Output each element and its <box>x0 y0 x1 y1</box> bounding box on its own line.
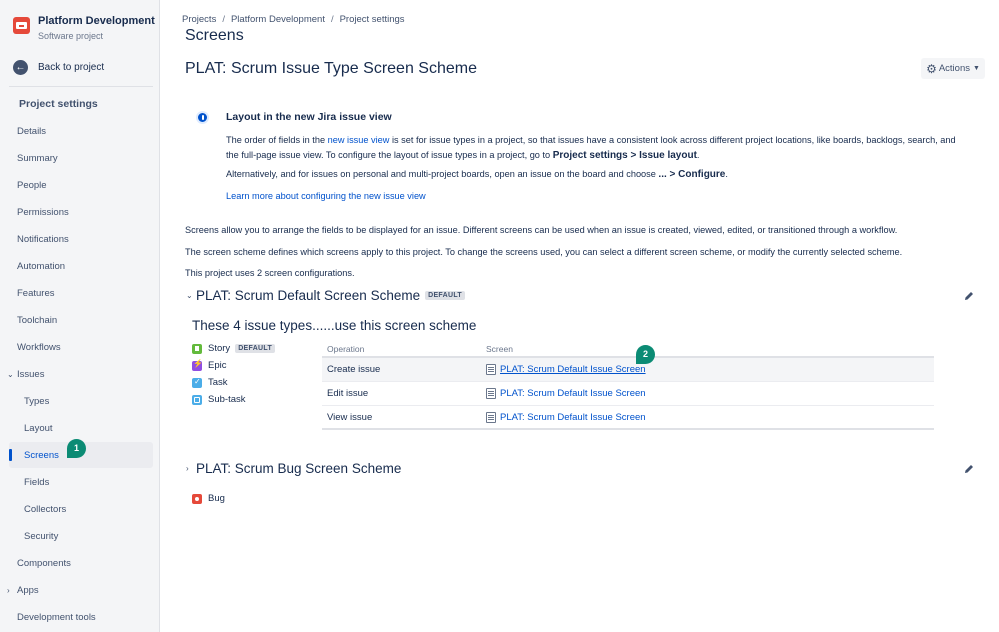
breadcrumb-project[interactable]: Platform Development <box>230 14 325 25</box>
gear-icon: ⚙ <box>926 61 937 76</box>
sidebar-section-title: Project settings <box>19 98 98 110</box>
info-bold-path: Project settings > Issue layout <box>552 150 697 161</box>
sidebar-item-workflows[interactable] <box>9 334 153 360</box>
actions-label: Actions <box>938 63 970 74</box>
chevron-right-icon: › <box>7 585 10 595</box>
screen-icon <box>486 412 496 423</box>
sidebar-item-label: Collectors <box>24 503 67 515</box>
back-label: Back to project <box>38 62 105 73</box>
sidebar-item-types[interactable] <box>9 388 153 414</box>
sidebar-item-label: Development tools <box>17 611 96 623</box>
screen-link[interactable]: PLAT: Scrum Default Issue Screen <box>500 388 646 399</box>
sidebar-divider <box>9 86 153 87</box>
issue-type-label: Story <box>208 343 231 354</box>
sidebar-item-label: Layout <box>24 422 53 434</box>
scheme-section-bug <box>186 461 401 476</box>
info-icon <box>196 111 209 124</box>
arrow-left-icon: ← <box>13 60 28 75</box>
sidebar-item-label: Types <box>24 395 50 407</box>
sidebar-item-label: Components <box>17 557 71 569</box>
page-title: Screens <box>185 27 244 44</box>
default-lozenge: DEFAULT <box>235 344 275 353</box>
breadcrumb-separator: / <box>330 14 334 25</box>
callout-marker-2: 2 <box>636 345 655 364</box>
project-name: Platform Development <box>38 15 155 27</box>
info-text: The order of fields in the <box>226 135 328 145</box>
issue-type-label: Sub-task <box>208 394 246 405</box>
operation-cell: Create issue <box>327 364 381 375</box>
story-icon <box>192 344 202 354</box>
sidebar-item-label: Workflows <box>17 341 61 353</box>
scheme-title: PLAT: Scrum Issue Type Screen Scheme <box>185 60 477 77</box>
sidebar-item-layout[interactable] <box>9 415 153 441</box>
breadcrumb <box>182 14 405 25</box>
sidebar-item-label: Features <box>17 287 55 299</box>
screen-link[interactable]: PLAT: Scrum Default Issue Screen <box>500 411 646 423</box>
scheme-name: PLAT: Scrum Default Screen Scheme <box>196 288 421 303</box>
issue-types-heading: These 4 issue types......use this screen scheme <box>192 318 477 333</box>
sidebar-item-summary[interactable] <box>9 145 153 171</box>
sidebar-item-issues[interactable] <box>9 361 153 387</box>
sidebar-item-features[interactable] <box>9 280 153 306</box>
screen-scheme-table <box>322 341 934 430</box>
issue-type-epic <box>192 360 226 371</box>
subtask-icon <box>192 395 202 405</box>
project-type: Software project <box>38 31 104 41</box>
info-paragraph-1 <box>226 133 961 163</box>
project-header[interactable] <box>13 14 155 43</box>
issue-type-label: Task <box>208 377 228 388</box>
body-paragraph-3: This project uses 2 screen configurations. <box>185 268 355 278</box>
sidebar-item-label: Toolchain <box>17 314 58 326</box>
info-paragraph-2 <box>226 167 961 182</box>
sidebar-item-fields[interactable] <box>9 469 153 495</box>
screen-icon <box>486 364 496 375</box>
info-heading: Layout in the new Jira issue view <box>226 111 392 123</box>
sidebar-item-label: Details <box>17 125 47 137</box>
screen-link[interactable]: PLAT: Scrum Default Issue Screen <box>500 364 646 375</box>
breadcrumb-separator: / <box>222 14 225 25</box>
sidebar-item-label: People <box>17 179 47 191</box>
screen-icon <box>486 388 496 399</box>
sidebar-item-permissions[interactable] <box>9 199 153 225</box>
sidebar-item-people[interactable] <box>9 172 153 198</box>
chevron-down-icon[interactable]: ⌄ <box>186 291 193 300</box>
pencil-icon[interactable] <box>963 463 975 475</box>
sidebar-item-label: Automation <box>17 260 66 272</box>
sidebar <box>0 0 160 632</box>
pencil-icon[interactable] <box>963 290 975 302</box>
actions-button[interactable] <box>921 58 985 79</box>
sidebar-item-automation[interactable] <box>9 253 153 279</box>
sidebar-item-label: Issues <box>17 368 45 380</box>
default-lozenge: DEFAULT <box>425 291 465 300</box>
learn-more-link-row <box>226 189 961 204</box>
chevron-right-icon[interactable]: › <box>186 464 189 473</box>
issue-type-label: Epic <box>208 360 227 371</box>
callout-marker-1: 1 <box>67 439 86 458</box>
bug-icon <box>192 494 202 504</box>
new-issue-view-link[interactable]: new issue view <box>327 135 390 145</box>
sidebar-item-label: Permissions <box>17 206 69 218</box>
breadcrumb-project-settings[interactable]: Project settings <box>339 14 405 25</box>
task-icon <box>192 378 202 388</box>
scheme-name: PLAT: Scrum Bug Screen Scheme <box>196 461 402 476</box>
chevron-down-icon: ▼ <box>972 65 980 72</box>
issue-type-label: Bug <box>208 493 225 504</box>
sidebar-item-label: Screens <box>24 449 59 461</box>
project-avatar <box>13 17 30 34</box>
issue-type-story <box>192 343 275 354</box>
sidebar-item-security[interactable] <box>9 523 153 549</box>
info-text: Alternatively, and for issues on personal and multi-project boards, open an issue on the board and choose <box>226 169 659 179</box>
scheme-section-default <box>186 288 465 303</box>
body-paragraph-1: Screens allow you to arrange the fields to be displayed for an issue. Different screens can be used when an issue is created, viewed, edited, or transitioned through a workflow. <box>185 225 898 235</box>
info-text: . <box>725 169 728 179</box>
issue-type-bug <box>192 493 225 504</box>
info-text: is set for issue types in a project, so that issues have a consistent look across different project locations, like boards, backlogs, search, and the full-page issue view. To configure the layout of issue types in a project, go to <box>226 135 956 160</box>
sidebar-item-development-tools[interactable] <box>9 604 153 630</box>
table-header <box>322 341 934 358</box>
table-row <box>322 382 934 406</box>
info-bold-configure: ... > Configure <box>658 169 726 180</box>
issue-type-subtask <box>192 394 246 405</box>
sidebar-item-details[interactable] <box>9 118 153 144</box>
sidebar-item-notifications[interactable] <box>9 226 153 252</box>
breadcrumb-projects[interactable]: Projects <box>182 14 217 25</box>
back-to-project-link[interactable] <box>13 60 104 75</box>
sidebar-item-label: Apps <box>17 584 39 596</box>
info-text: . <box>696 150 700 160</box>
chevron-down-icon: ⌄ <box>7 369 14 379</box>
learn-more-link[interactable]: Learn more about configuring the new issue view <box>226 191 426 201</box>
sidebar-item-label: Fields <box>24 476 50 488</box>
table-row <box>322 406 934 430</box>
operation-cell: Edit issue <box>327 388 369 399</box>
sidebar-item-label: Summary <box>17 152 58 164</box>
column-header-operation: Operation <box>327 343 365 354</box>
sidebar-item-toolchain[interactable] <box>9 307 153 333</box>
column-header-screen: Screen <box>486 343 513 354</box>
sidebar-item-label: Security <box>24 530 59 542</box>
sidebar-item-apps[interactable] <box>9 577 153 603</box>
issue-type-task <box>192 377 228 388</box>
body-paragraph-2: The screen scheme defines which screens apply to this project. To change the screens used, you can select a different screen scheme, or modify the currently selected scheme. <box>185 247 903 257</box>
sidebar-item-label: Notifications <box>17 233 69 245</box>
sidebar-item-components[interactable] <box>9 550 153 576</box>
table-row <box>322 358 934 382</box>
epic-icon <box>192 361 202 371</box>
sidebar-item-collectors[interactable] <box>9 496 153 522</box>
operation-cell: View issue <box>327 411 373 423</box>
